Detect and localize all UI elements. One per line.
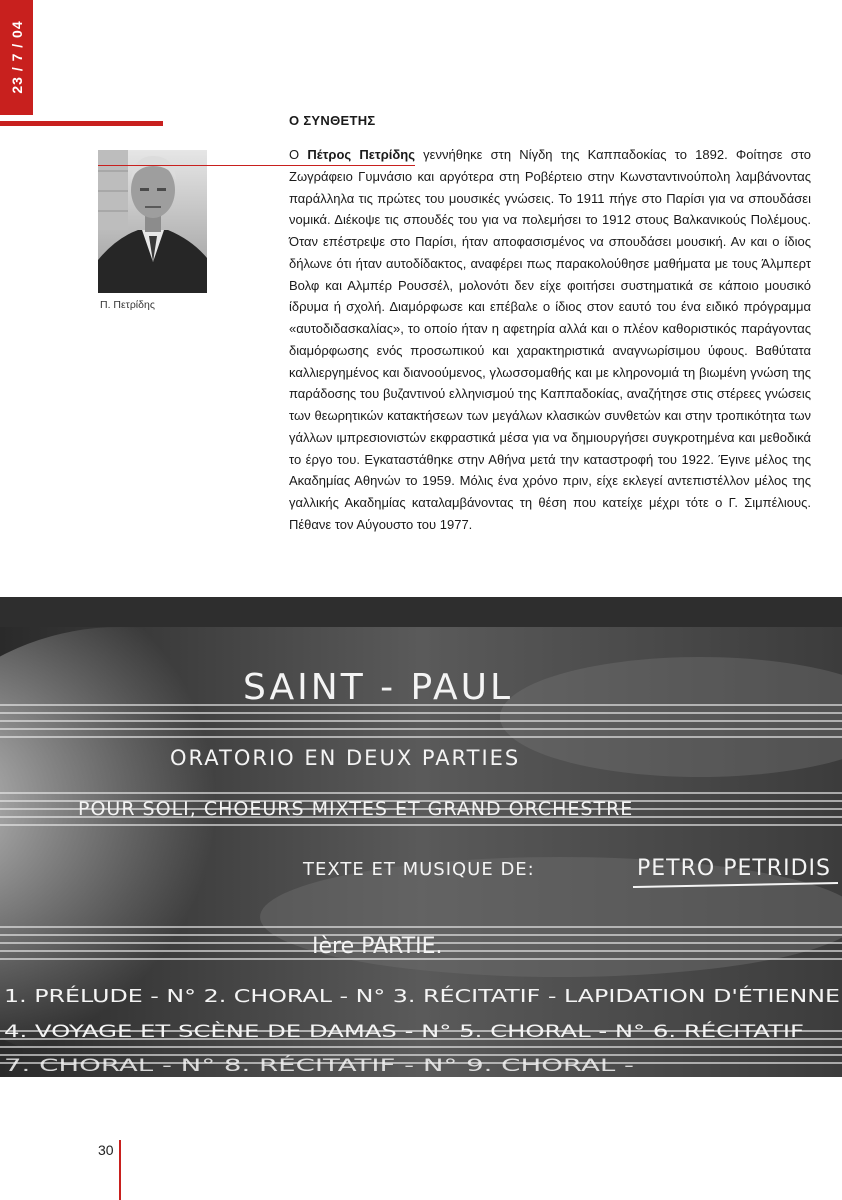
composer-biography: [289, 144, 811, 536]
manuscript-author: PETRO PETRIDIS: [637, 856, 831, 881]
bio-lead: Ο: [289, 147, 308, 162]
photo-caption: Π. Πετρίδης: [100, 299, 155, 311]
manuscript-line-2: 4. VOYAGE ET SCÈNE DE DAMAS - N° 5. CHORAL - N° 6. RÉCITATIF: [4, 1022, 564, 1042]
manuscript-line-3: 7. CHORAL - N° 8. RÉCITATIF - N° 9. CHORAL -: [4, 1056, 393, 1076]
manuscript-credit: TEXTE ET MUSIQUE DE:: [303, 859, 535, 880]
bio-composer-name: Πέτρος Πετρίδης: [307, 147, 415, 162]
page-number-rule: [119, 1140, 121, 1200]
section-title: Ο ΣΥΝΘΕΤΗΣ: [289, 113, 376, 128]
manuscript-part: Ière PARTIE.: [312, 934, 443, 959]
issue-date: 23 / 7 / 04: [8, 20, 25, 94]
manuscript-scoring: POUR SOLI, CHOEURS MIXTES ET GRAND ORCHESTRE: [78, 798, 634, 820]
red-rule-left: [0, 121, 163, 126]
manuscript-line-1: 1. PRÉLUDE - N° 2. CHORAL - N° 3. RÉCITATIF - LAPIDATION D'ÉTIENNE: [4, 987, 621, 1007]
manuscript-subtitle: ORATORIO EN DEUX PARTIES: [170, 746, 521, 770]
manuscript-image: [0, 597, 842, 1077]
manuscript-title: SAINT - PAUL: [243, 667, 513, 708]
composer-portrait: [98, 150, 207, 293]
bio-body: γεννήθηκε στη Νίγδη της Καππαδοκίας το 1892. Φοίτησε στο Ζωγράφειο Γυμνάσιο και αργότερα στη Ροβέρτειο στην Κωνσταντινούπολη λαμβάνοντας παράλληλα τις πρώτες του μουσικές γνώσεις. Το 1911 πήγε στο Παρίσι για να σπουδάσει νομικά. Διέκοψε τις σπουδές του για να πολεμήσει το 1912 στους Βαλκανικούς Πολέμους. Όταν επέστρεψε στο Παρίσι, ήταν αποφασισμένος να σπουδάσει μουσική. Αν και ο ίδιος δήλωνε ότι ήταν αυτοδίδακτος, αναφέρει πως παρακολούθησε μαθήματα με τους Άλμπερτ Βολφ και Αλμπέρ Ρουσσέλ, μολονότι δεν είχε φοιτήσει συστηματικά σε κάποιο μουσικό ίδρυμα ή σχολή. Διαμόρφωσε και επέβαλε ο ίδιος στον εαυτό του ένα ειδικό πρόγραμμα «αυτοδιδασκαλίας», το οποίο ήταν η αφετηρία αλλά και ο πλέον καθοριστικός παράγοντας διαμόρφωσης ενός προσωπικού και χαρακτηριστικά αναγνωρίσιμου ύφους. Βαθύτατα καλλιεργημένος και διανοούμενος, γλωσσομαθής και με κληρονομιά τη βιωμένη γνώση της παράδοσης του βυζαντινού ελληνισμού της Καππαδοκίας, αναζήτησε στις στέρεες γνώσεις των θεωρητικών κατακτήσεων των μεγάλων κλασικών συνθετών και στην τροπικότητα των γάλλων ιμπρεσιονιστών εκφραστικά μέσα για να δημιουργήσει συγκροτημένα και μεθοδικά το έργο του. Εγκαταστάθηκε στην Αθήνα μετά την καταστροφή του 1922. Έγινε μέλος της Ακαδημίας Αθηνών το 1959. Μόλις ένα χρόνο πριν, είχε εκλεγεί αντεπιστέλλον μέλος της γαλλικής Ακαδημίας καταλαμβάνοντας τη θέση που κατείχε μέχρι τότε ο Γ. Σιμπέλιους. Πέθανε τον Αύγουστο του 1977.: [289, 147, 812, 532]
page-number: 30: [98, 1142, 114, 1158]
date-tab: [0, 0, 33, 115]
